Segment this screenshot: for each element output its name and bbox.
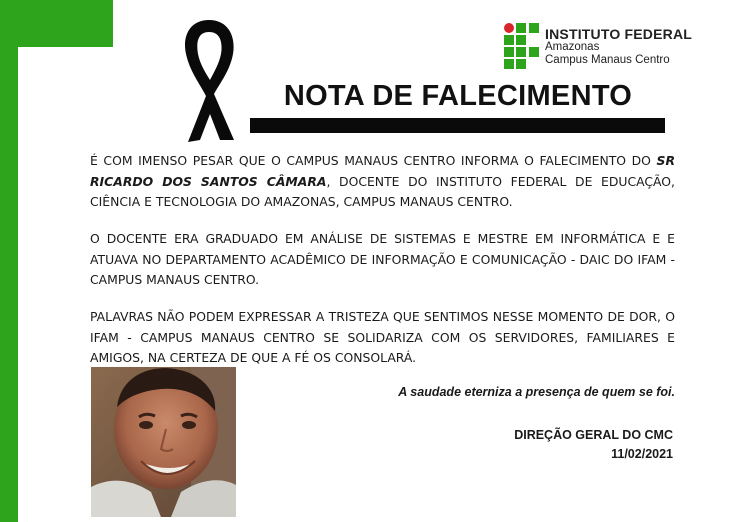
announcement-paragraph <box>90 151 675 213</box>
institute-logo-icon <box>503 22 541 70</box>
farewell-quote: A saudade eterniza a presença de quem se foi. <box>398 385 675 399</box>
deceased-name: SR RICARDO DOS SANTOS CÂMARA <box>90 153 675 189</box>
title-underline <box>250 118 665 133</box>
green-side-strip <box>0 47 18 522</box>
mourning-ribbon-icon <box>176 14 242 146</box>
institute-state: Amazonas <box>545 41 600 53</box>
institute-logo-text <box>545 28 692 67</box>
biography-paragraph: O DOCENTE ERA GRADUADO EM ANÁLISE DE SISTEMAS E MESTRE EM INFORMÁTICA E E ATUAVA NO DEPARTAMENTO ACADÊMICO DE INFORMAÇÃO E COMUNICAÇÃO - DAIC DO IFAM - CAMPUS MANAUS CENTRO. <box>90 231 675 287</box>
signature-date: 11/02/2021 <box>611 447 673 461</box>
signature-office: DIREÇÃO GERAL DO CMC <box>514 428 673 442</box>
signature-block <box>514 426 673 464</box>
page-title: NOTA DE FALECIMENTO <box>283 80 633 112</box>
green-corner-bar <box>0 0 113 47</box>
institute-name: INSTITUTO FEDERAL <box>545 26 693 42</box>
institute-campus: Campus Manaus Centro <box>545 54 670 66</box>
institute-logo <box>503 22 703 74</box>
announcement-text-end: , DOCENTE DO INSTITUTO FEDERAL DE EDUCAÇÃO, CIÊNCIA E TECNOLOGIA DO AMAZONAS, CAMPUS MANAUS CENTRO. <box>90 173 675 209</box>
condolence-paragraph: PALAVRAS NÃO PODEM EXPRESSAR A TRISTEZA QUE SENTIMOS NESSE MOMENTO DE DOR, O IFAM - CAMPUS MANAUS CENTRO SE SOLIDARIZA COM OS SERVIDORES, FAMILIARES E AMIGOS, NA CERTEZA DE QUE A FÉ OS CONSOLARÁ. <box>90 309 675 365</box>
announcement-text-start: É COM IMENSO PESAR QUE O CAMPUS MANAUS CENTRO INFORMA O FALECIMENTO DO <box>90 153 657 168</box>
deceased-photo <box>91 367 236 517</box>
